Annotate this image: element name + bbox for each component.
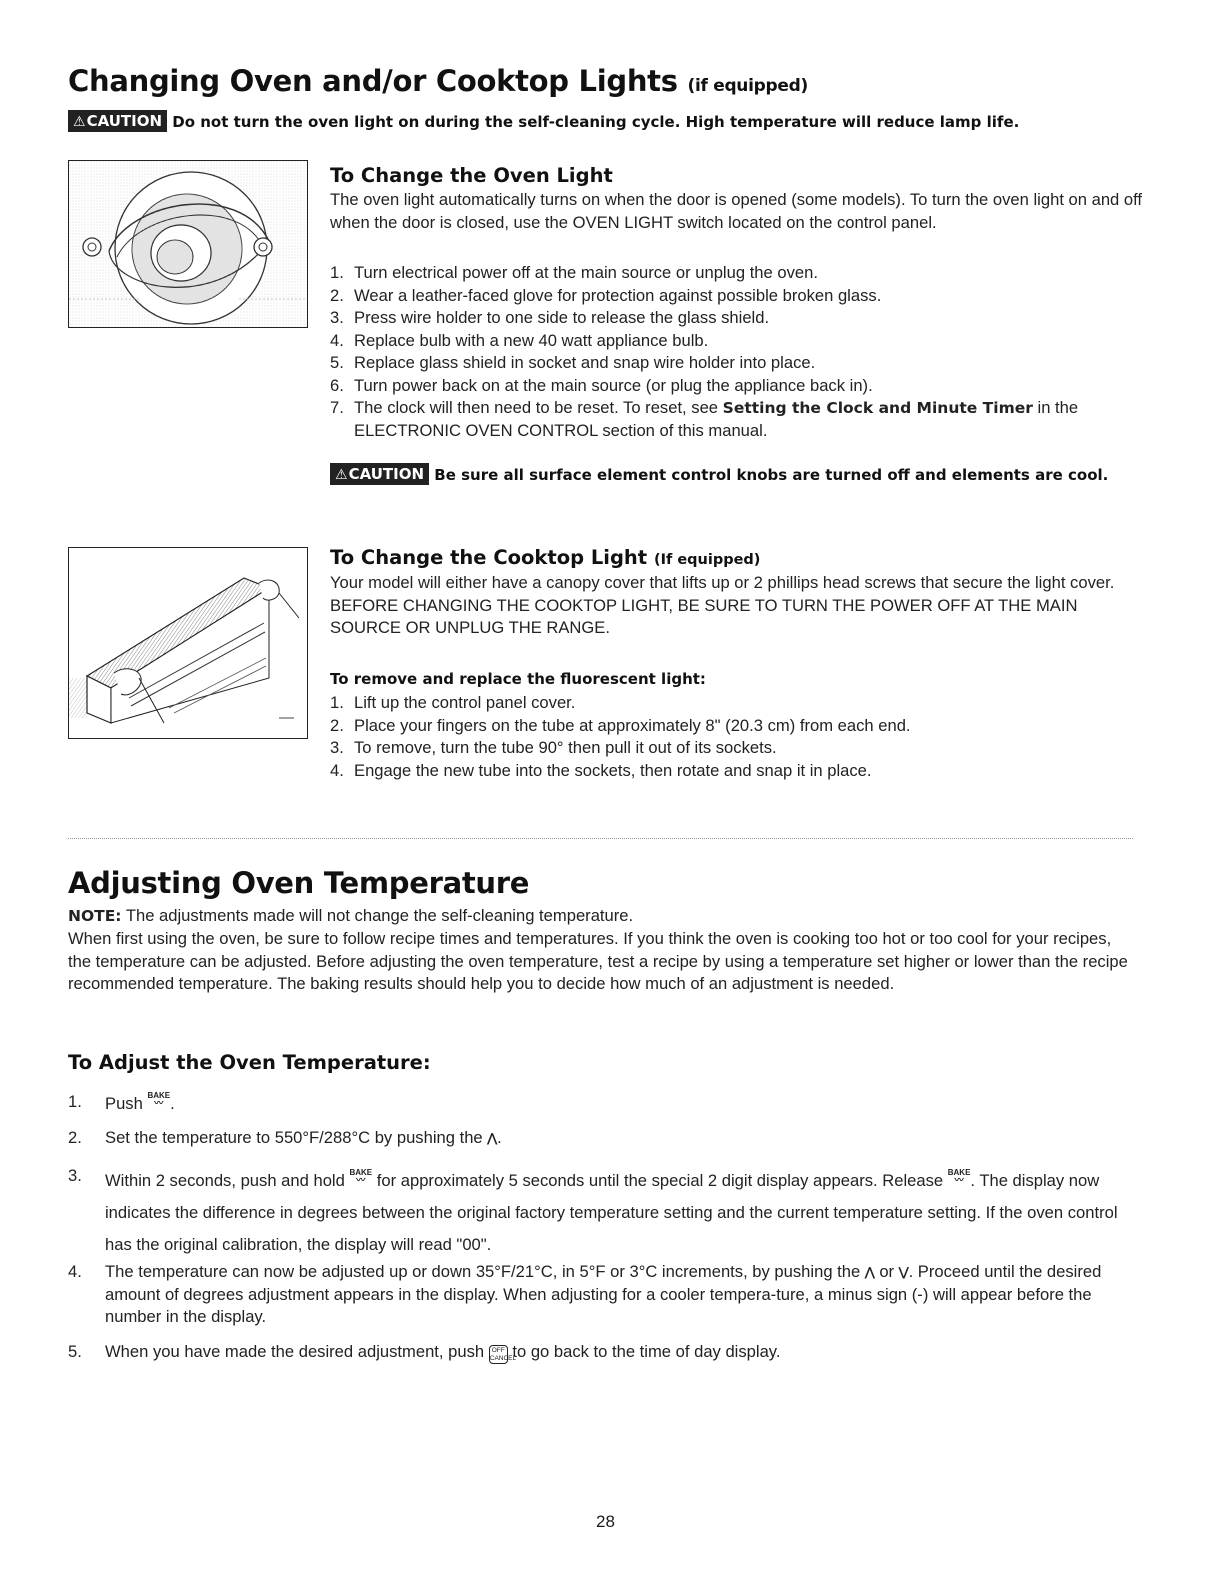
step-text: Turn power back on at the main source (or plug the appliance back in).	[354, 375, 873, 395]
heading-oven-light: To Change the Oven Light	[330, 164, 613, 187]
step-text: Turn electrical power off at the main source or unplug the oven.	[354, 263, 818, 282]
temperature-intro: When first using the oven, be sure to follow recipe times and temperatures. If you think the oven is cooking too hot or too cool for your recipes, the temperature can be adjusted. Before adjusting the oven temperature, test a recipe by using a temperature set higher or lower than the recipe recommended temperature. The baking results should help you to decide how much of an adjustment is needed.	[68, 929, 1128, 993]
heading-text: To Change the Cooktop Light	[330, 546, 648, 569]
section-title-temperature: Adjusting Oven Temperature	[68, 866, 530, 900]
heading-adjust-temperature: To Adjust the Oven Temperature:	[68, 1051, 431, 1074]
page-number: 28	[596, 1512, 615, 1531]
key-label: OFF	[491, 1346, 505, 1354]
step-text: to go back to the time of day display.	[512, 1341, 781, 1361]
list-item: 7. The clock will then need to be reset. To reset, see Setting the Clock and Minute Timer in the ELECTRONIC OVEN CONTROL section of this manual.	[330, 398, 1079, 440]
title-text: Changing Oven and/or Cooktop Lights	[68, 64, 678, 98]
list-item: 4. The temperature can now be adjusted up or down 35°F/21°C, in 5°F or 3°C increments, by pushing the ⋀ or ⋁. Proceed until the desired amount of degrees adjustment appears in the display. When adjusting for a cooler tempera-ture, a minus sign (-) will appear before the number in the display.	[68, 1262, 1102, 1326]
key-label: CANCEL	[489, 1354, 517, 1362]
step-text: Press wire holder to one side to release the glass shield.	[354, 308, 770, 327]
caution-line-top	[68, 110, 1178, 132]
caution-label: CAUTION	[348, 465, 425, 483]
section-title-lights	[68, 64, 808, 98]
list-item: 5. Replace glass shield in socket and snap wire holder into place.	[330, 353, 816, 372]
note-line	[68, 905, 1148, 928]
step-text: . Proceed until the desired amount of degrees adjustment appears in the display. When adjusting for a cooler tempera-ture, a minus sign (-) will appear before the number in the display.	[105, 1262, 1102, 1326]
step-text: in the ELECTRONIC OVEN CONTROL section of this manual.	[354, 398, 1079, 440]
bake-key-icon: BAKE 〰	[349, 1168, 373, 1185]
list-item: 3. Within 2 seconds, push and hold BAKE 〰 for approximately 5 seconds until the special 2 digit display appears. Release BAKE 〰 . The display now indicates the difference in degrees between the original factory temperature setting and the current temperature setting. If the oven control has the original calibration, the display will read "00".	[68, 1166, 1118, 1254]
step-text: Replace glass shield in socket and snap wire holder into place.	[354, 353, 816, 372]
heading-cooktop-light	[330, 546, 760, 569]
adjust-steps	[68, 1091, 1148, 1364]
cooktop-light-intro: Your model will either have a canopy cover that lifts up or 2 phillips head screws that secure the light cover. BEFORE CHANGING THE COOKTOP LIGHT, BE SURE TO TURN THE POWER OFF AT THE MAIN SOURCE OR UNPLUG THE RANGE.	[330, 573, 1115, 637]
caution-line-elements	[330, 460, 1160, 490]
oven-light-intro: The oven light automatically turns on when the door is opened (some models). To turn the oven light on and off when the door is closed, use the OVEN LIGHT switch located on the control panel.	[330, 190, 1143, 232]
oven-bulb-illustration	[69, 161, 307, 327]
step-text: When you have made the desired adjustment, push	[105, 1341, 485, 1361]
step-text: The clock will then need to be reset. To reset, see	[354, 398, 723, 417]
caution-text: Be sure all surface element control knobs are turned off and elements are cool.	[434, 466, 1109, 484]
section-divider	[68, 838, 1133, 839]
up-arrow-icon: ⋀	[487, 1130, 498, 1145]
caution-label: CAUTION	[86, 112, 163, 130]
list-item: 4. Replace bulb with a new 40 watt appliance bulb.	[330, 330, 709, 350]
key-label: BAKE	[349, 1168, 373, 1177]
step-text: . The display now indicates the difference in degrees between the original factory temperature setting and the current temperature setting. If the oven control has the original calibration, the display will read "00".	[105, 1171, 1118, 1254]
step-text: Wear a leather-faced glove for protection against possible broken glass.	[354, 285, 882, 305]
up-arrow-icon: ⋀	[864, 1265, 875, 1279]
step-text: .	[497, 1127, 502, 1147]
oven-light-steps	[330, 262, 1170, 442]
step-text: To remove, turn the tube 90° then pull it out of its sockets.	[354, 738, 777, 757]
list-item: 1. Push BAKE 〰 .	[68, 1091, 175, 1113]
oven-light-figure	[68, 160, 308, 328]
step-text: for approximately 5 seconds until the special 2 digit display appears. Release	[376, 1171, 944, 1190]
step-text: Push	[105, 1094, 143, 1113]
cooktop-light-figure	[68, 547, 308, 739]
step-text: Set the temperature to 550°F/288°C by pushing the	[105, 1127, 483, 1147]
cooktop-light-steps	[330, 692, 1170, 782]
step-bold-ref: Setting the Clock and Minute Timer	[722, 399, 1033, 417]
list-item: 1. Lift up the control panel cover.	[330, 693, 576, 712]
note-text: The adjustments made will not change the self-cleaning temperature.	[121, 906, 634, 925]
cooktop-light-illustration	[69, 548, 307, 738]
list-item: 4. Engage the new tube into the sockets, then rotate and snap it in place.	[330, 760, 872, 780]
list-item: 3. Press wire holder to one side to release the glass shield.	[330, 308, 770, 327]
list-item: 2. Wear a leather-faced glove for protection against possible broken glass.	[330, 285, 882, 305]
step-text: The temperature can now be adjusted up or down 35°F/21°C, in 5°F or 3°C increments, by pushing the	[105, 1262, 861, 1281]
title-suffix: (if equipped)	[687, 76, 808, 96]
note-label: NOTE:	[68, 907, 122, 925]
list-item: 5. When you have made the desired adjustment, push OFF CANCEL to go back to the time of day display.	[68, 1341, 781, 1362]
step-text: Place your fingers on the tube at approximately 8" (20.3 cm) from each end.	[354, 715, 911, 735]
warning-triangle-icon: ⚠	[335, 467, 348, 483]
step-text: .	[170, 1094, 175, 1113]
caution-badge	[330, 463, 429, 485]
fluorescent-subheading: To remove and replace the fluorescent light:	[330, 670, 706, 688]
bake-key-icon: BAKE 〰	[147, 1091, 171, 1108]
step-text: Lift up the control panel cover.	[354, 693, 576, 712]
step-text: Engage the new tube into the sockets, then rotate and snap it in place.	[354, 760, 872, 780]
warning-triangle-icon: ⚠	[73, 114, 86, 130]
list-item: 3. To remove, turn the tube 90° then pull it out of its sockets.	[330, 738, 777, 757]
list-item: 1. Turn electrical power off at the main source or unplug the oven.	[330, 263, 818, 282]
list-item: 2. Place your fingers on the tube at approximately 8" (20.3 cm) from each end.	[330, 715, 911, 735]
list-item: 6. Turn power back on at the main source (or plug the appliance back in).	[330, 375, 873, 395]
down-arrow-icon: ⋁	[898, 1265, 909, 1279]
step-text: Replace bulb with a new 40 watt appliance bulb.	[354, 330, 709, 350]
list-item: 2. Set the temperature to 550°F/288°C by pushing the ⋀.	[68, 1127, 502, 1147]
caution-badge	[68, 110, 167, 132]
key-label: BAKE	[947, 1168, 971, 1177]
step-text: or	[879, 1262, 895, 1281]
bake-key-icon: BAKE 〰	[947, 1168, 971, 1185]
key-label: BAKE	[147, 1091, 171, 1100]
caution-text: Do not turn the oven light on during the self-cleaning cycle. High temperature will reduce lamp life.	[172, 113, 1020, 131]
heading-suffix: (If equipped)	[653, 552, 761, 568]
step-text: Within 2 seconds, push and hold	[105, 1171, 345, 1190]
off-cancel-key-icon	[489, 1345, 517, 1364]
